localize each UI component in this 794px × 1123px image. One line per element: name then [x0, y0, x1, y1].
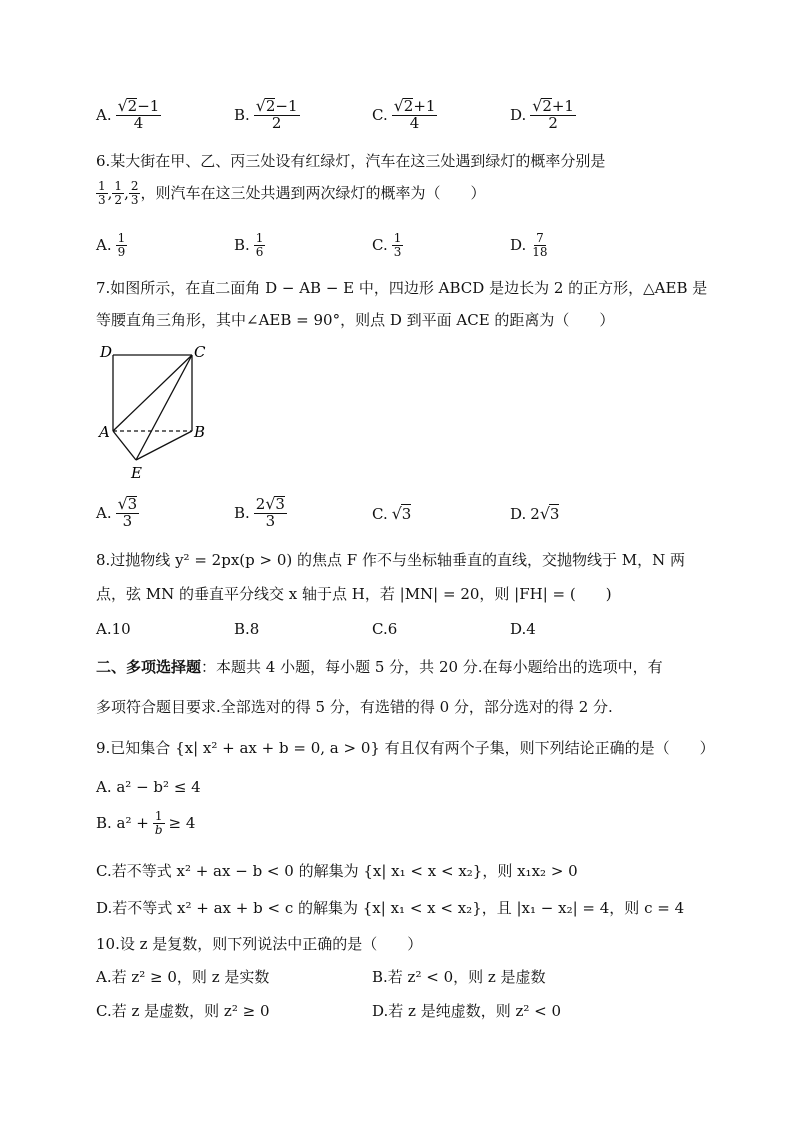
fraction: √ 2 +1 4	[393, 96, 436, 132]
q8-option-b: B.8	[234, 620, 260, 638]
q7-option-a: A. √ 3 3	[96, 494, 138, 530]
q5-option-c: C. √ 2 +1 4	[372, 96, 436, 132]
q5-option-b: B. √ 2 −1 2	[234, 96, 298, 132]
q8-options	[96, 620, 716, 642]
q8-stem-line1: 8.过抛物线 y² = 2px(p > 0) 的焦点 F 作不与坐标轴垂直的直线，交抛物线于 M，N 两	[96, 551, 685, 569]
edge-ac	[113, 355, 192, 431]
section2-heading: 二、多项选择题：本题共 4 小题，每小题 5 分，共 20 分.在每小题给出的选项中，有	[96, 658, 663, 676]
q8-stem-line2: 点，弦 MN 的垂直平分线交 x 轴于点 H，若 |MN| = 20，则 |FH| = ( )	[96, 585, 612, 603]
q6-option-c: C. $\frac{1}{3}$	[372, 231, 402, 259]
q7-stem-line1: 7.如图所示，在直二面角 D − AB − E 中，四边形 ABCD 是边长为 2 的正方形，△AEB 是	[96, 279, 708, 297]
q5-option-a: A. √ 2 −1 4	[96, 96, 160, 132]
q6-options	[96, 232, 716, 272]
q9-option-b: B. a² + $\frac{1}{b}$ ≥ 4	[96, 809, 196, 837]
q9-option-d: D.若不等式 x² + ax + b < c 的解集为 {x| x₁ < x < x₂}，且 |x₁ − x₂| = 4，则 c = 4	[96, 899, 685, 917]
q9-option-c: C.若不等式 x² + ax − b < 0 的解集为 {x| x₁ < x < x₂}，则 x₁x₂ > 0	[96, 862, 578, 880]
edge-ec	[136, 355, 192, 460]
q10-option-a: A.若 z² ≥ 0，则 z 是实数	[96, 968, 270, 986]
label-a: A	[99, 423, 110, 441]
q6-option-a: A. $\frac{1}{9}$	[96, 231, 126, 259]
q8-option-c: C.6	[372, 620, 398, 638]
edge-ae	[113, 431, 136, 460]
q7-option-c: C. √ 3	[372, 504, 412, 523]
fraction: √ 2 +1 2	[532, 96, 574, 132]
q6-option-b: B. $\frac{1}{6}$	[234, 231, 264, 259]
label-d: D	[100, 343, 113, 361]
label-b: B	[194, 423, 206, 441]
q7-options	[96, 496, 716, 536]
label-e: E	[131, 464, 142, 482]
q8-option-d: D.4	[510, 620, 536, 638]
q7-option-b: B. 2 √ 3 3	[234, 494, 285, 530]
q7-figure	[96, 338, 216, 486]
q6-stem-line2: $\frac{1}{3}$ , $\frac{1}{2}$ , $\frac{2}{3}$ ，则汽车在这三处共遇到两次绿灯的概率为（ ）	[98, 179, 486, 207]
q10-stem: 10.设 z 是复数，则下列说法中正确的是（ ）	[96, 935, 423, 953]
fraction: √ 2 −1 4	[117, 96, 160, 132]
q10-option-d: D.若 z 是纯虚数，则 z² < 0	[372, 1002, 562, 1020]
section2-line2: 多项符合题目要求.全部选对的得 5 分，有选错的得 0 分，部分选对的得 2 分.	[96, 698, 613, 716]
q7-stem-line2: 等腰直角三角形，其中∠AEB = 90°，则点 D 到平面 ACE 的距离为（ ）	[96, 311, 615, 329]
q9-stem: 9.已知集合 {x| x² + ax + b = 0, a > 0} 有且仅有两个子集，则下列结论正确的是（ ）	[96, 739, 715, 757]
q8-option-a: A.10	[96, 620, 131, 638]
q10-option-b: B.若 z² < 0，则 z 是虚数	[372, 968, 546, 986]
q5-option-d: D. √ 2 +1 2	[510, 96, 574, 132]
fraction: √ 2 −1 2	[255, 96, 298, 132]
q6-stem-line1: 6.某大街在甲、乙、丙三处设有红绿灯，汽车在这三处遇到绿灯的概率分别是	[96, 152, 606, 170]
q7-option-d: D. 2 √ 3	[510, 504, 560, 523]
label-c: C	[194, 343, 206, 361]
q6-option-d: D. $\frac{7}{18}$	[510, 231, 548, 259]
q10-option-c: C.若 z 是虚数，则 z² ≥ 0	[96, 1002, 270, 1020]
q5-options	[96, 98, 716, 138]
q9-option-a: A. a² − b² ≤ 4	[96, 778, 201, 796]
